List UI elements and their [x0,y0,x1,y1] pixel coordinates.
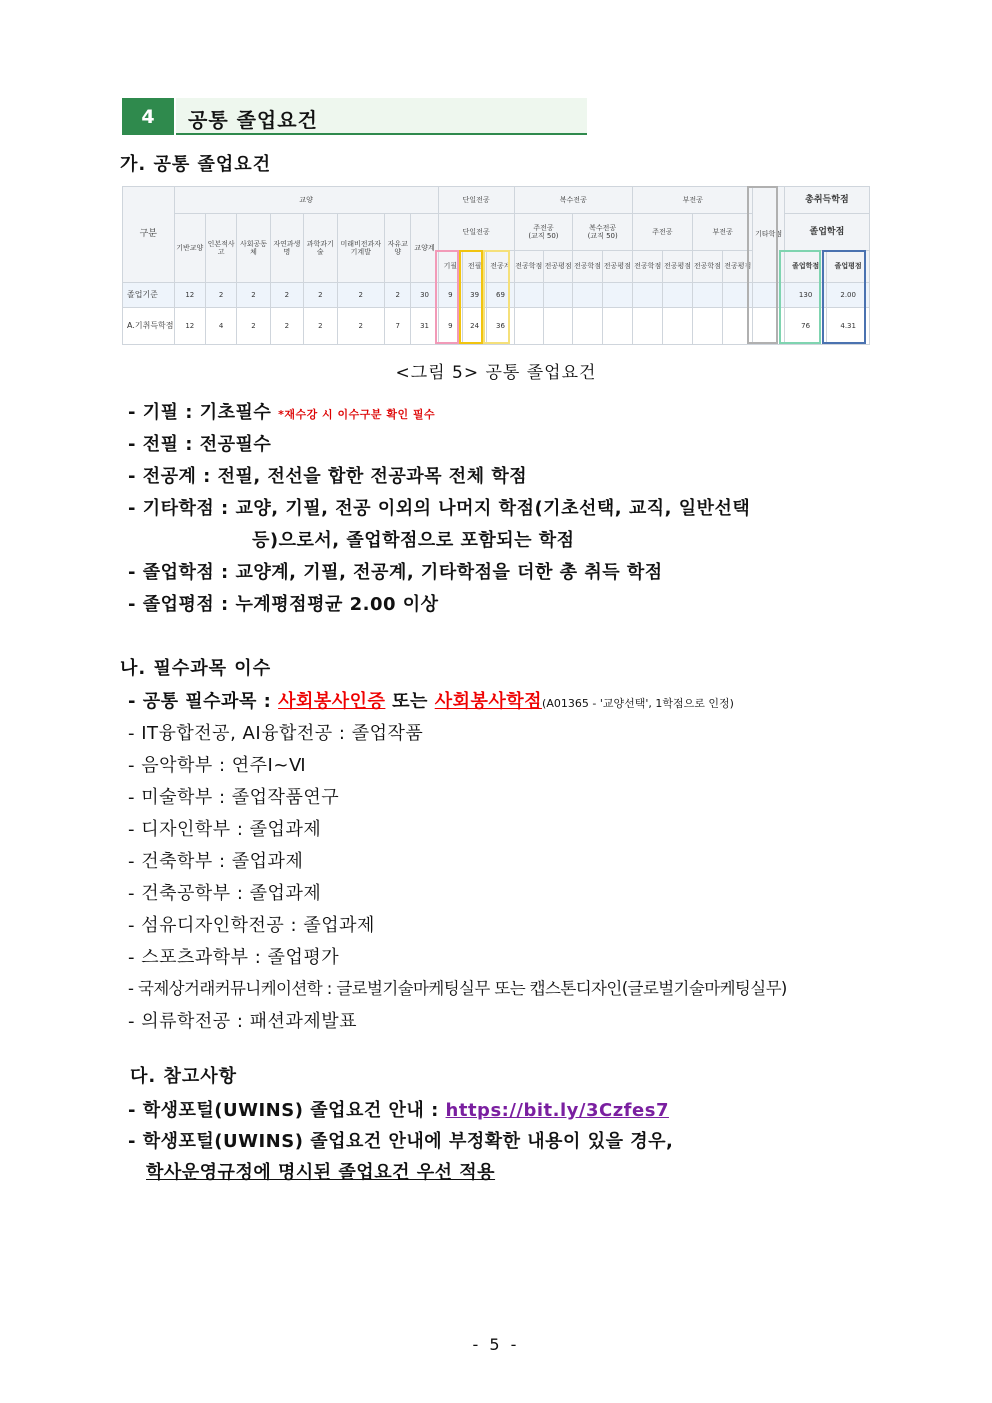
col-gyoyang-1: 기반교양 [174,214,205,283]
def-jeongonggye: - 전공계 : 전필, 전선을 합한 전공과목 전체 학점 [128,466,528,487]
sub-total: 졸업학점 [784,214,869,251]
table-cell [573,283,602,308]
table-cell [753,308,784,345]
table-cell [602,308,632,345]
col-single-2: 전필 [463,251,487,283]
col-header-category: 구분 [123,187,175,283]
def-gipil [128,398,435,424]
col-minor-4: 전공평점 [723,251,753,283]
col-header-other: 기타학점 [753,187,784,283]
common-required-or: 또는 [385,691,435,712]
col-gyoyang-3: 사회공동체 [237,214,270,283]
table-cell [663,283,692,308]
col-group-minor: 부전공 [633,187,753,214]
table-cell: 2 [304,308,337,345]
table-cell: 2 [337,283,385,308]
col-minor-3: 전공학점 [692,251,722,283]
table-cell: 9 [438,308,462,345]
col-minor-2: 전공평점 [663,251,692,283]
col-gyoyang-7: 자유교양 [385,214,411,283]
table-cell [692,283,722,308]
col-gyoyang-2: 인본적사고 [205,214,236,283]
reference-1-label: - 학생포털(UWINS) 졸업요건 안내 : [128,1100,446,1121]
col-group-total: 총취득학점 [784,187,869,214]
table-cell [692,308,722,345]
table-cell: 2 [337,308,385,345]
col-minor-1: 전공학점 [633,251,663,283]
sub-minor-main: 주전공 [633,214,693,251]
col-group-double: 복수전공 [514,187,632,214]
table-cell: 69 [487,283,514,308]
def-gita-1: - 기타학점 : 교양, 기필, 전공 이외의 나머지 학점(기초선택, 교직, 일반선택 [128,498,751,519]
table-cell: 2.00 [827,283,870,308]
sub-double-main: 주전공 (교직 50) [514,214,573,251]
common-required-label: - 공통 필수과목 : [128,691,279,712]
row-label: 졸업기준 [123,283,175,308]
table-cell: 24 [463,308,487,345]
table-cell [723,308,753,345]
col-single-1: 기필 [438,251,462,283]
required-item: - 미술학부 : 졸업작품연구 [128,787,340,808]
table-row [123,283,870,308]
table-cell: 7 [385,308,411,345]
table-cell [543,308,572,345]
table-cell: 2 [270,308,303,345]
table-cell [514,283,543,308]
table-cell: 2 [304,283,337,308]
subsection-title-na: 나. 필수과목 이수 [120,658,272,679]
table-cell [633,308,663,345]
def-jeonpil: - 전필 : 전공필수 [128,434,272,455]
table-cell: 31 [411,308,438,345]
section-number: 4 [122,98,174,135]
sub-single: 단일전공 [438,214,514,251]
table-cell [723,283,753,308]
subsection-title-ga: 가. 공통 졸업요건 [120,154,272,175]
col-double-2: 전공평점 [543,251,572,283]
table-cell: 9 [438,283,462,308]
col-double-1: 전공학점 [514,251,543,283]
col-total-2: 졸업평점 [827,251,870,283]
required-item: - 음악학부 : 연주Ⅰ~Ⅵ [128,755,307,776]
required-item: - 섬유디자인학전공 : 졸업과제 [128,915,375,936]
def-graduation-gpa: - 졸업평점 : 누계평점평균 2.00 이상 [128,594,439,615]
reference-2-line-2: 학사운영규정에 명시된 졸업요건 우선 적용 [146,1162,496,1183]
table-cell: 130 [784,283,827,308]
col-gyoyang-4: 자연과생명 [270,214,303,283]
col-double-3: 전공학점 [573,251,602,283]
required-item: - 스포츠과학부 : 졸업평가 [128,947,340,968]
table-cell: 39 [463,283,487,308]
table-cell [573,308,602,345]
def-gita-2: 등)으로서, 졸업학점으로 포함되는 학점 [252,530,575,551]
row-label: A.기취득학점 [123,308,175,345]
table-cell [663,308,692,345]
table-cell: 76 [784,308,827,345]
col-gyoyang-5: 과학과기술 [304,214,337,283]
graduation-table [122,186,870,344]
col-single-3: 전공계 [487,251,514,283]
table-cell: 2 [385,283,411,308]
reference-2-line-1: - 학생포털(UWINS) 졸업요건 안내에 부정확한 내용이 있을 경우, [128,1131,674,1152]
table-cell: 12 [174,283,205,308]
table-cell: 2 [237,283,270,308]
reference-1 [128,1096,669,1122]
table-cell [633,283,663,308]
common-required-item-2: 사회봉사학점 [434,691,543,712]
def-graduation-credits: - 졸업학점 : 교양계, 기필, 전공계, 기타학점을 더한 총 취득 학점 [128,562,663,583]
page-number: - 5 - [472,1335,520,1354]
required-item: - 건축학부 : 졸업과제 [128,851,304,872]
col-double-4: 전공평점 [602,251,632,283]
col-gyoyang-6: 미래비전과자기계발 [337,214,385,283]
common-required [128,687,734,713]
table-cell [543,283,572,308]
table-cell: 4.31 [827,308,870,345]
table-row [123,308,870,345]
table-cell: 2 [205,283,236,308]
table-cell: 2 [237,308,270,345]
table-cell: 30 [411,283,438,308]
required-item: - 건축공학부 : 졸업과제 [128,883,322,904]
required-item: - 디자인학부 : 졸업과제 [128,819,322,840]
def-gipil-text: - 기필 : 기초필수 [128,402,272,423]
col-group-single: 단일전공 [438,187,514,214]
table-cell [602,283,632,308]
sub-double-second: 복수전공 (교직 50) [573,214,633,251]
col-gyoyang-8: 교양계 [411,214,438,283]
required-item: - 국제상거래커뮤니케이션학 : 글로벌기술마케팅실무 또는 캡스톤디자인(글로벌기술마케팅실무) [128,979,787,998]
def-gipil-note: *재수강 시 이수구분 확인 필수 [278,408,436,421]
required-item: - 의류학전공 : 패션과제발표 [128,1011,357,1032]
subsection-title-da: 다. 참고사항 [130,1066,238,1087]
table-cell [514,308,543,345]
section-title: 공통 졸업요건 [188,108,318,132]
common-required-item-1: 사회봉사인증 [278,691,386,712]
table-cell: 36 [487,308,514,345]
table-cell: 2 [270,283,303,308]
table-cell: 4 [205,308,236,345]
table-cell [753,283,784,308]
col-total-1: 졸업학점 [784,251,827,283]
common-required-note: (A01365 - '교양선택', 1학점으로 인정) [542,697,734,710]
figure-caption: <그림 5> 공통 졸업요건 [395,363,597,383]
uwins-link[interactable]: https://bit.ly/3Czfes7 [445,1100,669,1121]
required-item: - IT융합전공, AI융합전공 : 졸업작품 [128,723,424,744]
col-group-gyoyang: 교양 [174,187,438,214]
sub-minor-minor: 부전공 [692,214,753,251]
table-cell: 12 [174,308,205,345]
